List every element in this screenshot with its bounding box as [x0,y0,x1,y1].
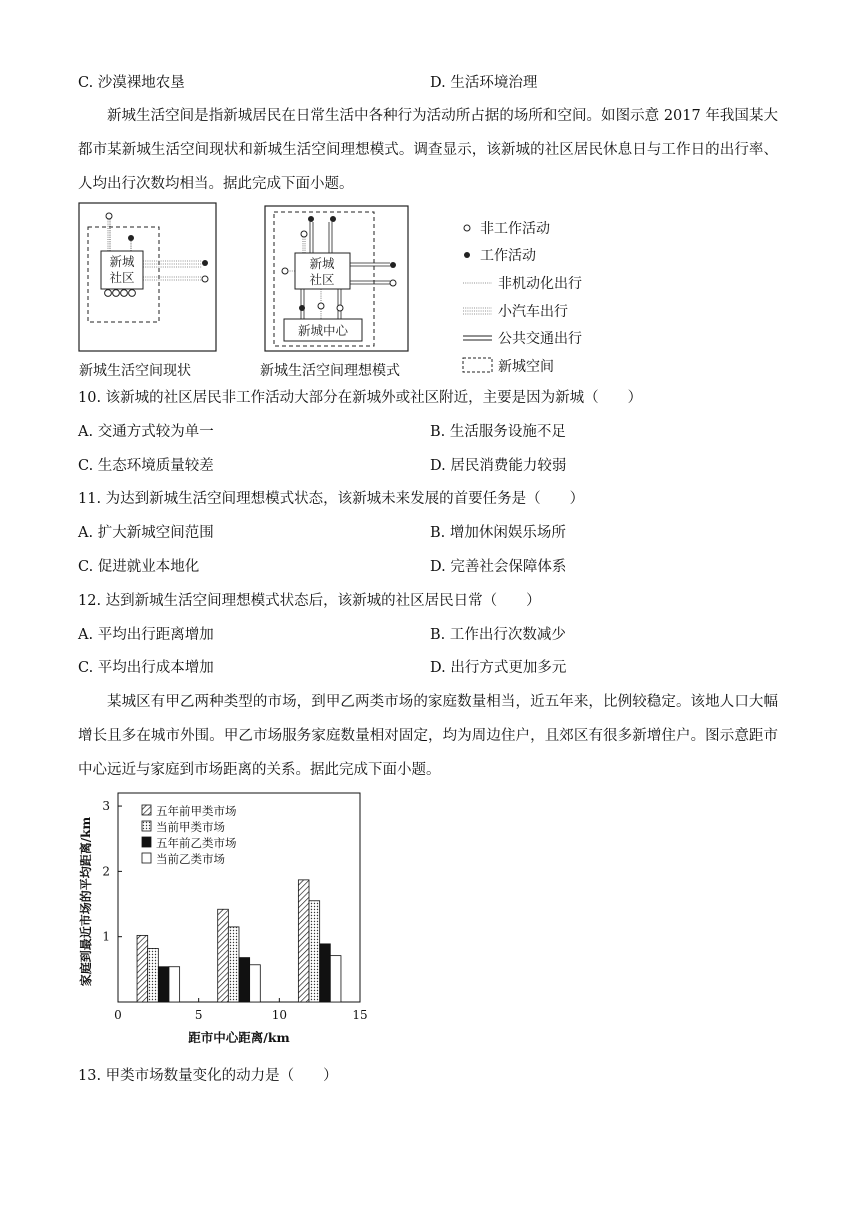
passage-markets: 某城区有甲乙两种类型的市场，到甲乙两类市场的家庭数量相当，近五年来，比例较稳定。该地人口大幅增长且多在城市外围。甲乙市场服务家庭数量相对固定，均为周边住户，且郊区有很多新增住户。图示意距市中心远近与家庭到市场距离的关系。据此完成下面小题。 [78,694,778,778]
q10-option-d[interactable]: D. 居民消费能力较弱 [430,458,567,474]
right-center-label: 新城中心 [297,323,349,338]
bar-solid [239,958,250,1002]
q12-stem: 12. 达到新城生活空间理想模式状态后，该新城的社区居民日常（ ） [78,593,541,609]
q9-option-d: D. 生活环境治理 [430,75,538,91]
left-caption: 新城生活空间现状 [79,363,191,379]
legend-label-nonwork: 非工作活动 [480,221,550,237]
x-axis-label: 距市中心距离/km [188,1030,290,1045]
q11-option-c[interactable]: C. 促进就业本地化 [78,559,200,575]
passage-new-city: 新城生活空间是指新城居民在日常生活中各种行为活动所占据的场所和空间。如图示意 2017 年我国某大都市某新城生活空间现状和新城生活空间理想模式。调查显示，该新城的社区居民休息日与工作日的出行率、人均出行次数均相当。据此完成下面小题。 [78,108,778,192]
y-tick-label: 1 [102,929,110,944]
legend-label: 当前乙类市场 [156,852,225,866]
legend-space-icon [463,358,492,372]
y-tick-label: 2 [102,864,110,879]
x-tick-label: 10 [271,1008,287,1022]
right-community-label-2: 社区 [309,272,335,287]
right-caption: 新城生活空间理想模式 [260,363,400,379]
q10-stem: 10. 该新城的社区居民非工作活动大部分在新城外或社区附近，主要是因为新城（ ） [78,390,643,406]
q11-option-a[interactable]: A. 扩大新城空间范围 [78,525,214,541]
figure-new-city-space [70,200,630,385]
q13-stem: 13. 甲类市场数量变化的动力是（ ） [78,1068,338,1084]
legend-swatch-dots [142,821,151,831]
legend-label: 五年前甲类市场 [156,804,237,818]
q12-option-d[interactable]: D. 出行方式更加多元 [430,660,567,676]
market-distance-chart [70,785,380,1055]
legend-label-transit: 公共交通出行 [498,331,582,347]
legend-swatch-empty [142,853,151,863]
q11-option-d[interactable]: D. 完善社会保障体系 [430,559,567,575]
bar-hatch [218,909,229,1002]
legend-swatch-solid [142,837,151,847]
q10-option-b[interactable]: B. 生活服务设施不足 [430,424,566,440]
legend-label-car: 小汽车出行 [498,304,568,320]
q12-option-b[interactable]: B. 工作出行次数减少 [430,627,566,643]
q12-option-a[interactable]: A. 平均出行距离增加 [78,627,214,643]
left-work-right-icon [202,260,208,266]
y-tick-label: 3 [102,799,110,814]
q10-option-a[interactable]: A. 交通方式较为单一 [78,424,214,440]
bar-empty [169,967,180,1002]
left-community-label-1: 新城 [109,254,135,269]
legend-nonwork-icon [464,225,470,231]
legend-label-nonmotor: 非机动化出行 [498,276,582,292]
bar-empty [250,965,261,1002]
legend-label: 五年前乙类市场 [156,836,237,850]
x-tick-label: 5 [194,1008,203,1022]
q10-option-c[interactable]: C. 生态环境质量较差 [78,458,214,474]
bar-solid [158,967,169,1002]
q11-option-b[interactable]: B. 增加休闲娱乐场所 [430,525,566,541]
bar-dots [309,901,320,1002]
q12-option-c[interactable]: C. 平均出行成本增加 [78,660,214,676]
legend-work-icon [464,252,470,258]
legend-label-space: 新城空间 [498,359,554,375]
left-nonwork-top-icon [106,213,112,219]
legend-label-work: 工作活动 [480,248,536,264]
left-community-label-2: 社区 [109,270,135,285]
bar-dots [148,948,159,1002]
bar-empty [330,956,341,1002]
bar-hatch [137,935,148,1002]
left-nonwork-right-icon [202,276,208,282]
x-tick-label: 0 [114,1008,122,1022]
bar-hatch [298,880,309,1002]
q9-option-c: C. 沙漠裸地农垦 [78,75,185,91]
x-tick-label: 15 [352,1008,368,1022]
q11-stem: 11. 为达到新城生活空间理想模式状态，该新城未来发展的首要任务是（ ） [78,491,585,507]
bar-dots [228,927,239,1002]
legend-swatch-hatch [142,805,151,815]
legend-label: 当前甲类市场 [156,820,225,834]
y-axis-label: 家庭到最近市场的平均距离/km [79,816,93,987]
left-work-top-icon [128,235,134,241]
bar-solid [320,944,331,1002]
right-community-label-1: 新城 [309,256,335,271]
